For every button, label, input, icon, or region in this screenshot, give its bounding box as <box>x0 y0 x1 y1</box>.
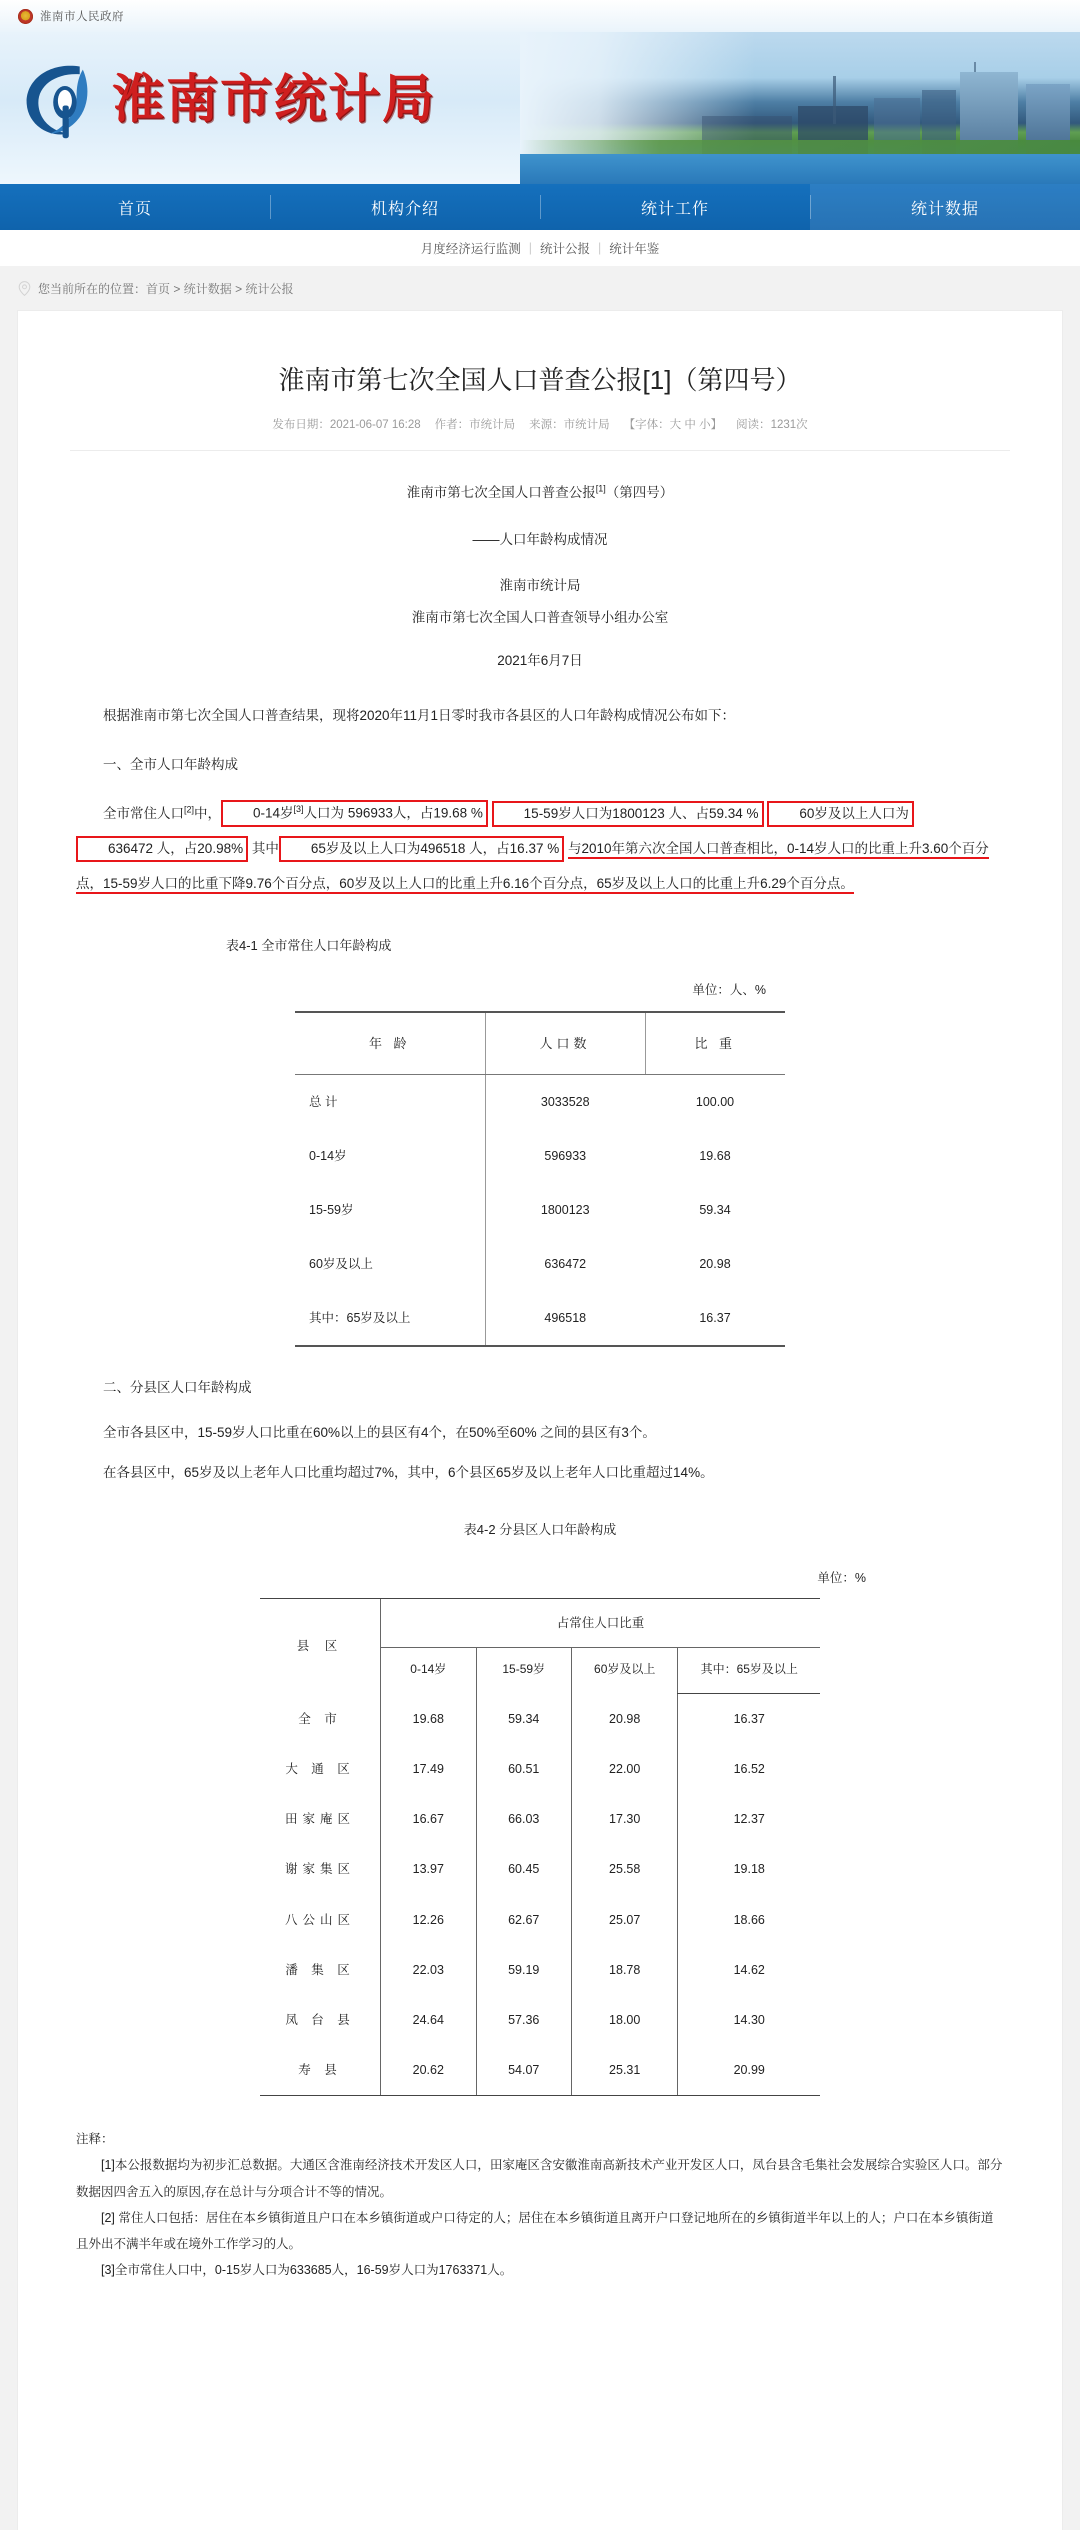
table-42-cell-60-plus: 25.31 <box>571 2045 678 2096</box>
breadcrumb-item-data[interactable]: 统计数据 <box>183 281 232 296</box>
table-41-col-population: 人口数 <box>485 1012 645 1075</box>
table-41-caption: 表4-1 全市常住人口年龄构成 <box>226 938 392 954</box>
table-row <box>295 1129 785 1183</box>
annotation-box-60-plus-b: 636472 人，占20.98% <box>76 836 248 862</box>
statistics-bureau-logo-icon <box>22 56 100 144</box>
nav-item-statistical-work[interactable]: 统计工作 <box>540 184 810 230</box>
table-42-cell-65-plus: 12.37 <box>678 1794 820 1844</box>
table-41-cell: 20.98 <box>699 1257 731 1272</box>
breadcrumb-item-bulletin[interactable]: 统计公报 <box>245 281 294 296</box>
annotation-box-15-59: 15-59岁人口为1800123 人、占59.34 % <box>492 801 764 827</box>
section-2-paragraph-2: 在各县区中，65岁及以上老年人口比重均超过7%，其中，6个县区65岁及以上老年人口比重超过14%。 <box>103 1465 714 1481</box>
article-body <box>18 451 1062 2323</box>
table-row <box>260 2045 820 2096</box>
table-42-unit: 单位：% <box>817 1570 866 1585</box>
annotation-0-14-pre: 0-14岁 <box>253 805 294 821</box>
table-row <box>260 1694 820 1745</box>
table-row <box>260 1895 820 1945</box>
annotation-box-65-plus: 65岁及以上人口为496518 人，占16.37 % <box>279 836 564 862</box>
table-42-cell-county: 凤 台 县 <box>285 2012 355 2027</box>
table-row <box>260 1945 820 1995</box>
national-emblem-icon <box>18 9 33 24</box>
table-42-cell-county: 潘 集 区 <box>285 1962 355 1977</box>
site-logo-group[interactable] <box>22 56 436 144</box>
table-41-cell: 19.68 <box>699 1148 731 1163</box>
author-value: 市统计局 <box>469 419 516 432</box>
document-heading <box>76 477 1004 509</box>
table-42-cell-15-59: 66.03 <box>476 1794 571 1844</box>
table-42-group-header-row <box>260 1598 820 1647</box>
table-42-cell-60-plus: 25.58 <box>571 1844 678 1894</box>
section-1-heading: 一、全市人口年龄构成 <box>103 756 238 772</box>
table-42-cell-15-59: 57.36 <box>476 1995 571 2045</box>
main-navigation <box>0 184 1080 230</box>
table-41-cell: 15-59岁 <box>309 1203 354 1218</box>
table-41-cell: 59.34 <box>699 1203 731 1218</box>
table-42-cell-0-14: 17.49 <box>381 1744 476 1794</box>
table-42-county-label: 县 区 <box>296 1639 344 1654</box>
table-42-cell-0-14: 24.64 <box>381 1995 476 2045</box>
source-value: 市统计局 <box>563 419 610 432</box>
breadcrumb-prefix: 您当前所在的位置： <box>38 281 147 296</box>
table-42-col-county <box>260 1598 381 1693</box>
table-row <box>295 1074 785 1129</box>
section-2-paragraph-1: 全市各县区中，15-59岁人口比重在60%以上的县区有4个，在50%至60% 之间的县区有3个。 <box>103 1424 656 1440</box>
table-42-caption: 表4-2 分县区人口年龄构成 <box>463 1521 617 1537</box>
table-42-cell-county: 谢家集区 <box>285 1862 356 1877</box>
section-2-heading: 二、分县区人口年龄构成 <box>103 1380 252 1396</box>
table-42-cell-15-59: 59.19 <box>476 1945 571 1995</box>
table-row <box>260 1794 820 1844</box>
table-42-cell-0-14: 16.67 <box>381 1794 476 1844</box>
table-42-col-65-plus: 其中：65岁及以上 <box>678 1648 820 1694</box>
document-subheading: ——人口年龄构成情况 <box>472 531 608 547</box>
document-heading-suffix: （第四号） <box>605 485 674 501</box>
table-41-cell: 596933 <box>485 1129 645 1183</box>
banner-cityscape-photo <box>520 32 1080 184</box>
section-1-paragraph <box>76 796 1004 901</box>
table-42-cell-60-plus: 18.00 <box>571 1995 678 2045</box>
paragraph-mid: 其中 <box>251 841 279 856</box>
table-42-group-label: 占常住人口比重 <box>381 1598 820 1647</box>
breadcrumb <box>38 280 293 297</box>
secondary-navigation <box>0 230 1080 266</box>
government-top-bar <box>0 0 1080 32</box>
table-42-cell-0-14: 19.68 <box>381 1694 476 1745</box>
annotation-underline-comparison: 与2010年第六次全国人口普查相比，0-14岁人口的比重上升3.60个百分点，15-59岁人口的比重下降9.76个百分点，60岁及以上人口的比重上升6.16个百分点，65岁及以上人口的比重上升6.29个百分点。 <box>76 841 989 894</box>
antenna-decoration <box>833 76 836 124</box>
font-size-label-end: 】 <box>710 419 723 432</box>
table-41-header-row <box>295 1012 785 1075</box>
table-41-cell: 1800123 <box>485 1183 645 1237</box>
table-42 <box>260 1598 820 2096</box>
table-42-cell-15-59: 59.34 <box>476 1694 571 1745</box>
views-value: 1231次 <box>770 419 808 432</box>
document-heading-main: 淮南市第七次全国人口普查公报 <box>406 485 596 501</box>
table-42-cell-15-59: 60.45 <box>476 1844 571 1894</box>
source-label: 来源： <box>529 419 564 432</box>
table-41-col-age: 年 龄 <box>295 1012 485 1075</box>
table-41-cell: 636472 <box>485 1237 645 1291</box>
footnotes-title: 注释： <box>76 2132 114 2147</box>
table-42-cell-65-plus: 18.66 <box>678 1895 820 1945</box>
intro-paragraph: 根据淮南市第七次全国人口普查结果，现将2020年11月1日零时我市各县区的人口年龄构成情况公布如下： <box>103 708 736 724</box>
table-42-cell-60-plus: 18.78 <box>571 1945 678 1995</box>
font-size-medium-button[interactable]: 中 <box>684 419 696 432</box>
table-42-col-0-14: 0-14岁 <box>381 1648 476 1694</box>
table-42-cell-60-plus: 22.00 <box>571 1744 678 1794</box>
table-42-cell-15-59: 54.07 <box>476 2045 571 2096</box>
table-42-cell-65-plus: 14.62 <box>678 1945 820 1995</box>
table-row <box>295 1237 785 1291</box>
breadcrumb-separator: > <box>235 281 243 296</box>
subnav-separator: | <box>528 241 532 255</box>
government-portal-link[interactable]: 淮南市人民政府 <box>40 11 124 23</box>
annotation-box-0-14 <box>221 800 488 827</box>
table-42-cell-65-plus: 16.37 <box>678 1694 820 1745</box>
table-42-cell-county: 全 市 <box>298 1711 342 1726</box>
table-42-cell-0-14: 12.26 <box>381 1895 476 1945</box>
table-42-cell-0-14: 20.62 <box>381 2045 476 2096</box>
table-42-cell-65-plus: 16.52 <box>678 1744 820 1794</box>
font-size-label: 【字体： <box>623 419 670 432</box>
issue-date: 2021年6月7日 <box>497 652 583 668</box>
table-41-col-share: 比 重 <box>645 1012 785 1075</box>
footnote-1: [1]本公报数据均为初步汇总数据。大通区含淮南经济技术开发区人口，田家庵区含安徽淮南高新技术产业开发区人口，凤台县含毛集社会发展综合实验区人口。部分数据因四舍五入的原因,存在总计与分项合计不等的情况。 <box>76 2158 1003 2199</box>
table-42-cell-60-plus: 20.98 <box>571 1694 678 1745</box>
table-41-unit: 单位：人、% <box>692 983 766 998</box>
subnav-separator: | <box>598 241 602 255</box>
table-42-cell-county: 大 通 区 <box>285 1762 355 1777</box>
publish-date-label: 发布日期： <box>272 419 330 432</box>
breadcrumb-separator: > <box>173 281 181 296</box>
table-41 <box>295 1011 785 1348</box>
footnote-ref-3: [3] <box>293 804 304 815</box>
subnav-item-monthly-monitor[interactable]: 月度经济运行监测 <box>420 242 521 256</box>
table-42-cell-county: 寿 县 <box>260 2045 381 2096</box>
table-41-cell: 16.37 <box>645 1291 785 1346</box>
issuer-primary: 淮南市统计局 <box>499 577 581 593</box>
nav-item-about[interactable]: 机构介绍 <box>270 184 540 230</box>
table-row <box>295 1183 785 1237</box>
table-row <box>260 1995 820 2045</box>
footnotes <box>76 2096 1004 2284</box>
table-42-cell-65-plus: 19.18 <box>678 1844 820 1894</box>
table-row <box>295 1291 785 1346</box>
table-42-cell-15-59: 62.67 <box>476 1895 571 1945</box>
article-card <box>17 310 1063 2530</box>
views-label: 阅读： <box>736 419 771 432</box>
breadcrumb-bar <box>0 266 1080 310</box>
footnote-2: [2] 常住人口包括：居住在本乡镇街道且户口在本乡镇街道或户口待定的人；居住在本乡镇街道且离开户口登记地所在的乡镇街道半年以上的人；户口在本乡镇街道且外出不满半年或在境外工作学习的人。 <box>76 2210 994 2252</box>
subnav-item-yearbook[interactable]: 统计年鉴 <box>609 242 660 256</box>
footnote-3: [3]全市常住人口中，0-15岁人口为633685人，16-59岁人口为1763371人。 <box>101 2263 513 2278</box>
table-42-cell-60-plus: 17.30 <box>571 1794 678 1844</box>
table-42-cell-county: 田家庵区 <box>285 1812 356 1827</box>
table-row <box>260 1744 820 1794</box>
paragraph-lead: 全市常住人口 <box>103 805 184 821</box>
font-size-large-button[interactable]: 大 <box>669 419 682 432</box>
breadcrumb-item-home[interactable]: 首页 <box>146 281 171 296</box>
document-heading-footnote-ref: [1] <box>595 483 606 494</box>
author-label: 作者： <box>434 419 470 432</box>
table-42-cell-0-14: 22.03 <box>381 1945 476 1995</box>
font-size-small-button[interactable]: 小 <box>699 419 711 432</box>
table-42-cell-0-14: 13.97 <box>381 1844 476 1894</box>
issuer-secondary: 淮南市第七次全国人口普查领导小组办公室 <box>411 610 669 626</box>
table-41-cell: 60岁及以上 <box>309 1257 373 1272</box>
table-41-cell: 0-14岁 <box>309 1148 347 1163</box>
table-41-cell: 100.00 <box>695 1094 735 1109</box>
annotation-box-60-plus-a: 60岁及以上人口为 <box>767 801 914 827</box>
table-42-cell-65-plus: 20.99 <box>678 2045 820 2096</box>
table-42-col-15-59: 15-59岁 <box>476 1648 571 1694</box>
page-title: 淮南市第七次全国人口普查公报[1]（第四号） <box>278 365 802 396</box>
table-41-cell: 其中：65岁及以上 <box>295 1291 485 1346</box>
subnav-item-bulletin[interactable]: 统计公报 <box>539 242 590 256</box>
paragraph-lead-after: 中， <box>194 805 222 821</box>
article-meta <box>18 416 1062 432</box>
footnote-ref-2: [2] <box>184 804 195 815</box>
nav-item-statistical-data[interactable]: 统计数据 <box>810 184 1080 230</box>
site-title: 淮南市统计局 <box>112 70 437 130</box>
annotation-0-14-post: 人口为 596933人，占19.68 % <box>303 805 483 821</box>
site-banner <box>0 32 1080 184</box>
table-42-cell-60-plus: 25.07 <box>571 1895 678 1945</box>
table-41-cell: 496518 <box>485 1291 645 1346</box>
table-42-col-60-plus: 60岁及以上 <box>571 1648 678 1694</box>
table-row <box>260 1844 820 1894</box>
publish-date-value: 2021-06-07 16:28 <box>329 419 421 432</box>
table-42-cell-county: 八公山区 <box>285 1912 356 1927</box>
table-41-cell: 总 计 <box>309 1094 338 1109</box>
table-41-cell: 3033528 <box>485 1074 645 1129</box>
table-42-cell-65-plus: 14.30 <box>678 1995 820 2045</box>
river-water <box>520 154 1080 184</box>
table-42-cell-15-59: 60.51 <box>476 1744 571 1794</box>
location-pin-icon <box>18 281 31 296</box>
nav-item-home[interactable]: 首页 <box>117 200 152 218</box>
